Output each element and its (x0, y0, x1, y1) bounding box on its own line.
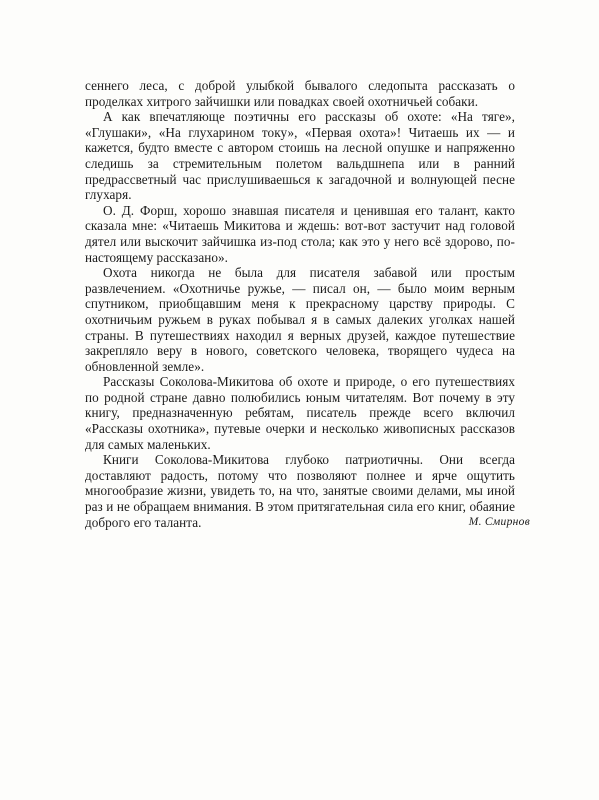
paragraph-book-contents: Рассказы Соколова-Микитова об охоте и природе, о его путешествиях по родной стране давно полюбились юным читателям. Вот почему в эту книгу, предназначенную ребятам, писатель прежде всего включил «Рассказы охотника», путевые очерки и несколько живописных рассказов для самых маленьких. (85, 374, 515, 452)
paragraph-forsh-quote: О. Д. Форш, хорошо знавшая писателя и ценившая его талант, както сказала мне: «Читаешь Микитова и ждешь: вот-вот застучит над головой дятел или выскочит зайчишка из-под стола; как это у него всё здорово, по-настоящему рассказано». (85, 202, 515, 265)
paragraph-patriotic-books: Книги Соколова-Микитова глубоко патриотичны. Они всегда доставляют радость, потому что позволяют полнее и ярче ощутить многообразие жизни, увидеть то, на что, занятые своими делами, мы иной раз и не обращаем внимания. В этом притягательная сила его книг, обаяние доброго его таланта. (85, 452, 515, 530)
author-signature: М. Смирнов (468, 516, 530, 528)
paragraph-hunting-quote: Охота никогда не была для писателя забавой или простым развлечением. «Охотничье ружье, — писал он, — было моим верным спутником, приобщавшим меня к прекрасному царству природы. С охотничьим ружьем в руках побывал я в самых далеких уголках нашей страны. В путешествиях находил я верных друзей, каждое путешествие закрепляло веру в нового, советского человека, творящего чудеса на обновленной земле». (85, 265, 515, 374)
paragraph-continuation: сеннего леса, с доброй улыбкой бывалого следопыта рассказать о проделках хитрого зайчишки или повадках своей охотничьей собаки. (85, 78, 515, 109)
paragraph-hunting-stories: А как впечатляюще поэтичны его рассказы об охоте: «На тяге», «Глушаки», «На глухарином току», «Первая охота»! Читаешь их — и кажется, будто вместе с автором стоишь на лесной опушке и напряженно следишь за стремительным полетом вальдшнепа или в ранний предрассветный час прислушиваешься к загадочной и волнующей песне глухаря. (85, 109, 515, 203)
body-text (85, 78, 515, 530)
